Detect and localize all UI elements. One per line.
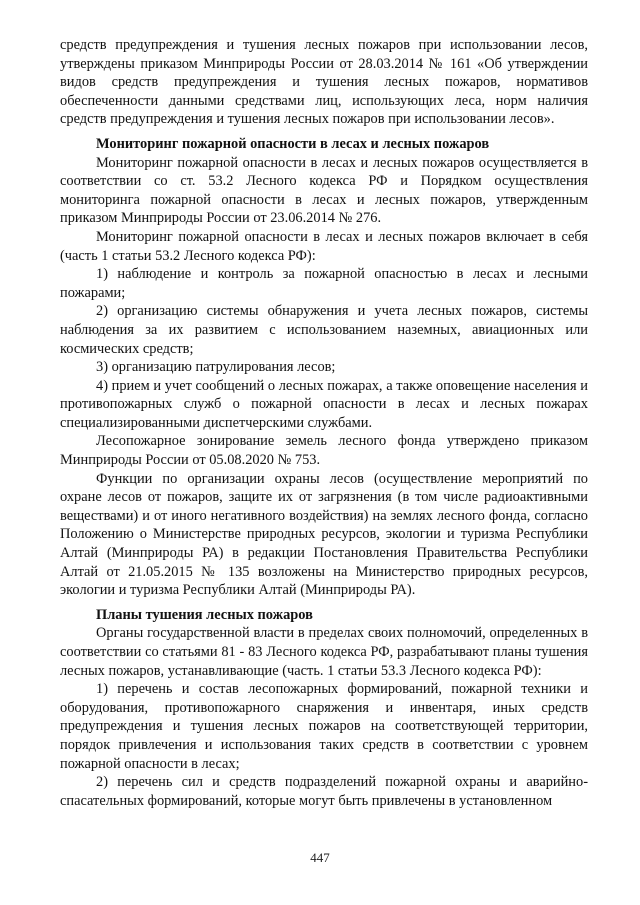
page-number: 447 xyxy=(310,850,330,865)
heading-fire-plans: Планы тушения лесных пожаров xyxy=(96,606,313,623)
list-item-2: 2) организацию системы обнаружения и учета лесных пожаров, системы наблюдения за их развитием с использованием наземных, авиационных или космических средств; xyxy=(60,303,588,357)
paragraph-intro: средств предупреждения и тушения лесных пожаров при использовании лесов, утверждены приказом Минприроды России от 28.03.2014 № 161 «Об утверждении видов средств предупреждения и тушения лесных пожаров, нормативов обеспеченности данными средствами лиц, использующих леса, норм наличия средств предупреждения и тушения лесных пожаров при использовании лесов». xyxy=(60,37,588,128)
paragraph-authorities: Органы государственной власти в пределах своих полномочий, определенных в соответствии со статьями 81 - 83 Лесного кодекса РФ, разрабатывают планы тушения лесных пожаров, устанавливающие (часть. 1 статьи 53.3 Лесного кодекса РФ): xyxy=(60,625,588,679)
plan-item-1: 1) перечень и состав лесопожарных формирований, пожарной техники и оборудования, противопожарного снаряжения и инвентаря, иных средств предупреждения и тушения лесных пожаров на соответствующей территории, порядок привлечения и использования таких средств в соответствии с уровнем пожарной опасности в лесах; xyxy=(60,681,588,772)
heading-fire-monitoring: Мониторинг пожарной опасности в лесах и лесных пожаров xyxy=(96,135,490,152)
paragraph-monitoring-basis: Мониторинг пожарной опасности в лесах и лесных пожаров осуществляется в соответствии со ст. 53.2 Лесного кодекса РФ и Порядком осуществления мониторинга пожарной опасности в лесах и лесных пожаров, утвержденным приказом Минприроды России от 23.06.2014 № 276. xyxy=(60,154,588,227)
list-item-4: 4) прием и учет сообщений о лесных пожарах, а также оповещение населения и противопожарных служб о пожарной опасности в лесах и лесных пожарах специализированными диспетчерскими службами. xyxy=(60,377,588,431)
paragraph-zoning: Лесопожарное зонирование земель лесного фонда утверждено приказом Минприроды России от 05.08.2020 № 753. xyxy=(60,433,588,469)
document-page xyxy=(60,36,588,810)
list-item-3: 3) организацию патрулирования лесов; xyxy=(96,359,336,376)
plan-item-2: 2) перечень сил и средств подразделений пожарной охраны и аварийно-спасательных формирований, которые могут быть привлечены в установленном xyxy=(60,774,588,809)
paragraph-functions: Функции по организации охраны лесов (осуществление мероприятий по охране лесов от пожаров, защите их от загрязнения (в том числе радиоактивными веществами) и от иного негативного воздействия) на землях лесного фонда, согласно Положению о Министерстве природных ресурсов, экологии и туризма Республики Алтай (Минприроды РА) в редакции Постановления Правительства Республики Алтай от 21.05.2015 № 135 возложены на Министерство природных ресурсов, экологии и туризма Республики Алтай (Минприроды РА). xyxy=(60,470,588,599)
paragraph-monitoring-includes: Мониторинг пожарной опасности в лесах и лесных пожаров включает в себя (часть 1 статьи 53.2 Лесного кодекса РФ): xyxy=(60,228,588,264)
list-item-1: 1) наблюдение и контроль за пожарной опасностью в лесах и лесными пожарами; xyxy=(60,266,588,301)
